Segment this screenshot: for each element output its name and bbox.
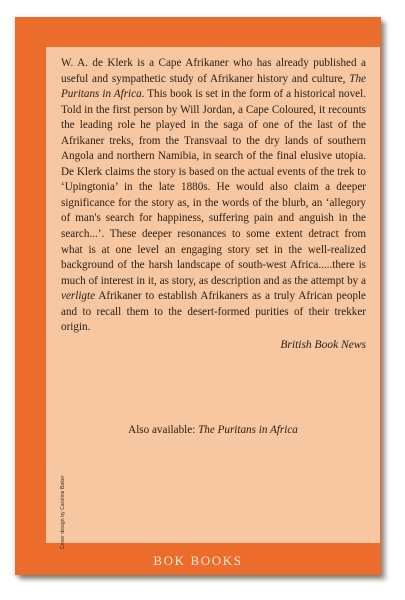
review-text: [61, 56, 366, 336]
blurb-panel: [46, 47, 380, 549]
review-book-title: The Puritans in Africa: [61, 72, 366, 101]
also-available-line: [46, 423, 380, 438]
review-text-part-1: W. A. de Klerk is a Cape Afrikaner who has already published a useful and sympathetic study of Afrikaner history and culture,: [61, 57, 366, 85]
publisher-name: BOK BOOKS: [153, 553, 243, 568]
review-text-part-3: Afrikaner to establish Afrikaners as a truly African people and to recall them to the desert-formed purities of their trekker origin.: [61, 290, 366, 334]
book-back-cover: [15, 17, 381, 575]
review-source: British Book News: [280, 338, 366, 351]
cover-design-credit: Cover design by Caroline Baker: [60, 475, 66, 549]
review-text-part-2: . This book is set in the form of a historical novel. Told in the first person by Will Jordan, a Cape Coloured, it recounts the leading role he played in the saga of one of the last of the Afrikaner treks, from the Transvaal to the dry lands of southern Angola and northern Namibia, in search of the final elusive utopia. De Klerk claims the story is based on the actual events of the trek to ‘Upingtonia’ in the late 1880s. He would also claim a deeper significance for the story as, in the words of the blurb, an ‘allegory of man's search for happiness, suffering pain and anguish in the search...’. These deeper resonances to some extent detract from what is at one level an engaging story set in the well-realized background of the harsh landscape of south-west Africa.....there is much of interest in it, as story, as description and as the attempt by a: [61, 88, 366, 287]
review-italic-word: verligte: [61, 290, 96, 303]
also-available-title: The Puritans in Africa: [198, 424, 298, 436]
also-available-label: Also available:: [128, 424, 199, 436]
